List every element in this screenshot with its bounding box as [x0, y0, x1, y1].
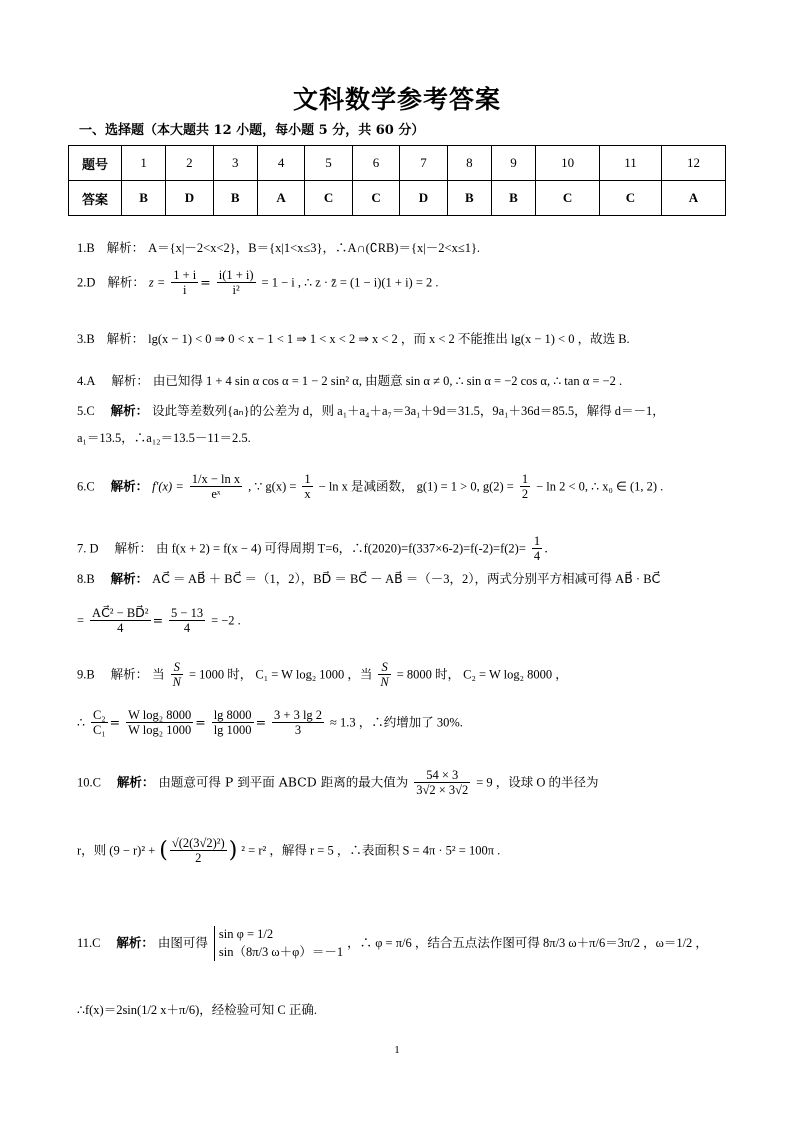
fraction [90, 606, 151, 636]
table-cell: D [166, 181, 213, 216]
math-text: ，∴ φ = π/6 ，结合五点法作图可得 8π/3 ω＋π/6＝3π/2 ，ω＝1/2 ， [347, 936, 708, 950]
numerator: 1 + i [173, 268, 197, 282]
table-cell: 7 [400, 146, 447, 181]
row-header-answer: 答案 [69, 181, 122, 216]
equation-system [214, 926, 343, 961]
table-cell: C [305, 181, 352, 216]
numerator: 5 − 13 [171, 606, 204, 620]
solution-label: 解析： [116, 935, 154, 950]
solution-text: 由图可得 [157, 935, 208, 950]
table-row-numbers [69, 146, 726, 181]
math-text: = 9 ，设球 O 的半径为 [476, 775, 599, 790]
denominator: i [183, 283, 187, 298]
numerator: 3 + 3 lg 2 [274, 708, 323, 722]
answer-number: 9.B [77, 667, 95, 682]
math-text: = 8000 时， C₂ = W log₂ 8000 ， [396, 667, 568, 682]
math-text: − ln x 是减函数， g(1) = 1 > 0, g(2) = [318, 479, 514, 494]
solution-text: 由已知得 1 + 4 sin α cos α = 1 − 2 sin² α, 由题意 sin α ≠ 0, ∴ sin α = −2 cos α, ∴ tan α = −2 . [152, 374, 623, 388]
numerator: 1 [304, 472, 311, 486]
answer-number: 11.C [77, 936, 101, 950]
fraction [272, 708, 324, 738]
solution-1 [77, 240, 727, 257]
table-cell: 11 [600, 146, 662, 181]
solution-text: AC⃗ ＝ AB⃗ ＋ BC⃗ ＝（1，2），BD⃗ ＝ BC⃗ － AB⃗ ＝（－3，2），两式分别平方相减可得 AB⃗ · BC⃗ [152, 572, 661, 586]
fraction [169, 606, 205, 636]
solution-label: 解析： [114, 540, 152, 556]
table-cell: 5 [305, 146, 352, 181]
solution-9 [77, 660, 727, 690]
math-text: r，则 (9 − r)² + [77, 843, 156, 858]
numerator: 1 [533, 534, 541, 548]
fraction [520, 472, 530, 502]
answer-number: 1.B [77, 241, 95, 255]
denominator: N [172, 675, 181, 690]
math-text: = [77, 613, 85, 628]
math-text: , ∵ g(x) = [248, 479, 297, 494]
math-text: ∴ [77, 715, 85, 730]
denominator: 2 [195, 851, 202, 866]
table-cell: B [213, 181, 257, 216]
solution-8-line-2: = $\frac{\text{AC⃗² − BD⃗²}}{4}$ = $\frac{5 - 13}{4}$ = −2 . [77, 606, 241, 636]
math-text: = −2 . [211, 613, 241, 628]
section-heading: 一、选择题（本大题共 12 小题，每小题 5 分，共 60 分） [79, 123, 425, 138]
solution-label: 解析： [110, 403, 149, 418]
table-cell: B [491, 181, 535, 216]
solution-2: 2.D 解析： z = $\frac{1 + i}{i}$ = $\frac{i(1 + i)}{\text{i²}}$ = 1 − i , ∴ z · z̄ = (1 − i)(1 + i) = 2 . [77, 268, 439, 298]
solution-text: 由 f(x + 2) = f(x − 4) 可得周期 T=6，∴f(2020)=f(337×6-2)=f(-2)=f(2)= [155, 541, 526, 556]
numerator: W log₂ 8000 [128, 708, 192, 722]
solution-7 [77, 534, 727, 564]
fraction [171, 268, 198, 298]
table-cell: C [352, 181, 399, 216]
punctuation: . [544, 540, 549, 556]
numerator: C₂ [92, 708, 106, 722]
paren-open: ( [159, 838, 168, 864]
denominator: N [380, 675, 389, 690]
fraction [302, 472, 312, 502]
table-cell: 12 [661, 146, 725, 181]
solution-10-line-2 [77, 836, 727, 866]
paren-close: ) [228, 838, 238, 864]
solution-text: a₁＝13.5，∴a₁₂＝13.5－11＝2.5. [77, 431, 251, 445]
numerator: lg 8000 [213, 708, 252, 722]
fraction [212, 708, 254, 738]
denominator: 4 [183, 621, 191, 636]
math-text: ∴f(x)＝2sin(1/2 x＋π/6)，经检验可知 C 正确. [77, 1003, 317, 1017]
solution-text: lg(x − 1) < 0 ⇒ 0 < x − 1 < 1 ⇒ 1 < x < 2 ⇒ x < 2 ，而 x < 2 不能推出 lg(x − 1) < 0 ，故选 B. [148, 332, 630, 346]
solution-8 [77, 571, 727, 588]
solution-label: 解析： [106, 331, 145, 346]
answer-number: 10.C [77, 775, 101, 790]
solution-9-line-2: ∴ $\frac{\text{C₂}}{\text{C₁}}$ = $\frac{\text{W log₂ 8000}}{\text{W log₂ 1000}}$ = $\frac{\lg 8000}{\lg 1000}$ = $\frac{3 + 3 \lg 2}{3}$ ≈ 1.3 ，∴约增加了 30%. [77, 708, 463, 738]
fraction [414, 768, 470, 798]
math-text: ≈ 1.3 ，∴约增加了 30%. [330, 715, 463, 730]
solution-label: 解析： [106, 240, 145, 255]
table-cell: 2 [166, 146, 213, 181]
solution-label: 解析： [110, 666, 149, 682]
solution-10 [77, 768, 727, 798]
math-text: = 1 − i , ∴ z · z̄ = (1 − i)(1 + i) = 2 . [261, 275, 439, 290]
solution-label: 解析： [116, 774, 155, 790]
solution-label: 解析： [110, 571, 149, 586]
table-cell: D [400, 181, 447, 216]
fraction [190, 472, 242, 502]
answer-number: 2.D [77, 275, 96, 290]
denominator: 3 [294, 723, 302, 738]
denominator: W log₂ 1000 [128, 723, 192, 738]
denominator: 4 [117, 621, 124, 636]
solution-label: 解析： [107, 274, 145, 290]
math-text: ² = r² ，解得 r = 5 ，∴表面积 S = 4π · 5² = 100π . [241, 843, 501, 858]
numerator: S [378, 660, 390, 675]
fraction [171, 660, 183, 690]
fraction [91, 708, 108, 738]
table-row-answers [69, 181, 726, 216]
numerator: 1/x − ln x [191, 472, 241, 486]
table-cell: B [447, 181, 491, 216]
table-cell: 10 [536, 146, 600, 181]
numerator: i(1 + i) [218, 268, 254, 282]
math-text: f′(x) = [152, 479, 184, 494]
table-cell: B [122, 181, 166, 216]
solution-5 [77, 403, 727, 420]
fraction [217, 268, 256, 298]
row-header-number: 题号 [69, 146, 122, 181]
fraction [378, 660, 390, 690]
solution-label: 解析： [111, 373, 149, 388]
solution-11-line-2 [77, 1002, 727, 1019]
table-cell: 1 [122, 146, 166, 181]
numerator: AC⃗² − BD⃗² [92, 606, 149, 620]
table-cell: A [257, 181, 304, 216]
solution-3 [77, 331, 727, 348]
answer-number: 3.B [77, 332, 95, 346]
fraction [532, 534, 542, 564]
answer-number: 5.C [77, 404, 95, 418]
denominator: lg 1000 [213, 723, 252, 738]
table-cell: A [661, 181, 725, 216]
solution-label: 解析： [110, 478, 149, 494]
table-cell: C [536, 181, 600, 216]
denominator: 4 [533, 549, 541, 564]
equation-line: sin φ = 1/2 [218, 927, 274, 941]
solution-11 [77, 926, 727, 961]
math-text: = 1000 时， C₁ = W log₂ 1000 ，当 [188, 667, 373, 682]
math-text: z = [148, 275, 166, 290]
fraction [126, 708, 193, 738]
solution-text: 由题意可得 P 到平面 ABCD 距离的最大值为 [158, 774, 409, 790]
solution-6 [77, 472, 727, 502]
answer-table [68, 145, 726, 216]
denominator: 2 [521, 487, 529, 502]
equation-line: sin（8π/3 ω＋φ）＝－1 [218, 944, 344, 959]
answer-number: 6.C [77, 479, 95, 494]
denominator: C₁ [92, 723, 106, 738]
denominator: i² [232, 283, 240, 298]
table-cell: 9 [491, 146, 535, 181]
table-cell: 4 [257, 146, 304, 181]
numerator: √(2(3√2)²) [171, 836, 225, 850]
numerator: S [171, 660, 183, 675]
table-cell: C [600, 181, 662, 216]
math-text: − ln 2 < 0, ∴ x₀ ∈ (1, 2) . [536, 479, 664, 494]
table-cell: 8 [447, 146, 491, 181]
table-cell: 6 [352, 146, 399, 181]
solution-text: 当 [152, 666, 165, 682]
denominator: 3√2 × 3√2 [416, 783, 469, 798]
answer-number: 8.B [77, 572, 95, 586]
denominator: eˣ [211, 487, 221, 502]
numerator: 54 × 3 [414, 768, 470, 783]
answer-number: 7. D [77, 541, 99, 556]
solution-4 [77, 373, 727, 390]
answer-number: 4.A [77, 374, 96, 388]
numerator: 1 [521, 472, 529, 486]
solution-text: 设此等差数列{aₙ}的公差为 d，则 a₁＋a₄＋a₇＝3a₁＋9d＝31.5，9a₁＋36d＝85.5，解得 d＝－1， [152, 404, 665, 418]
table-cell: 3 [213, 146, 257, 181]
page-title: 文科数学参考答案 [292, 85, 501, 114]
fraction [170, 836, 227, 866]
solution-5-line-2 [77, 430, 727, 447]
solution-text: A＝{x|－2<x<2}，B＝{x|1<x≤3}，∴A∩(∁RB)＝{x|－2<x≤1}. [148, 241, 481, 255]
page-number: 1 [394, 1044, 400, 1056]
denominator: x [304, 487, 311, 502]
